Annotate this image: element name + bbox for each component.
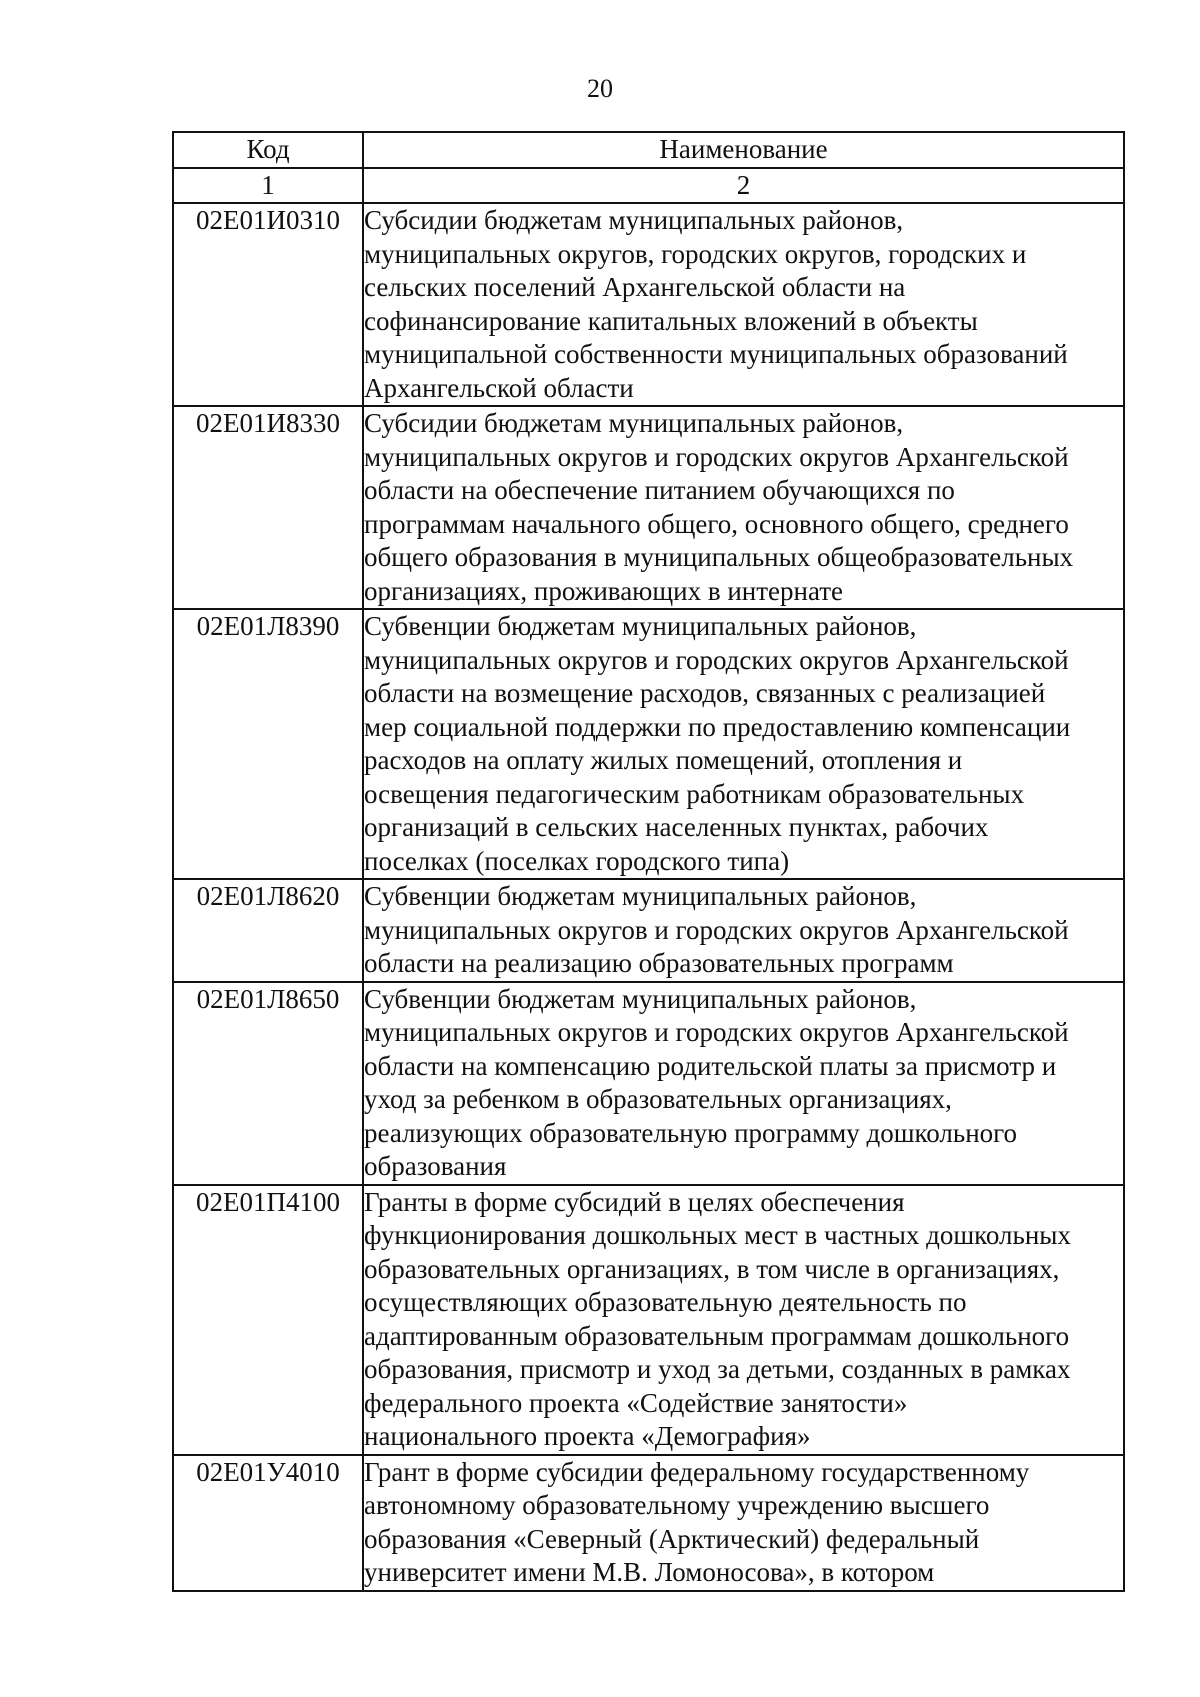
row-name (363, 406, 1124, 609)
row-name-line: программам начального общего, основного общего, среднего (364, 508, 1069, 539)
page-number: 20 (587, 74, 613, 103)
table-row (173, 1455, 1124, 1591)
row-name-line: адаптированным образовательным программам дошкольного (364, 1320, 1070, 1351)
row-name-line: федерального проекта «Содействие занятости» (364, 1387, 908, 1418)
row-code: 02Е01Л8650 (173, 982, 363, 1185)
row-name-line: сельских поселений Архангельской области на (364, 272, 906, 302)
row-name-line: муниципальной собственности муниципальных образований (364, 339, 1068, 369)
row-name-line: муниципальных округов, городских округов, городских и (364, 238, 1027, 269)
row-name-line: университет имени М.В. Ломоносова», в котором (364, 1557, 935, 1587)
row-name-line: Субсидии бюджетам муниципальных районов, (364, 205, 904, 235)
row-name-line: образования «Северный (Арктический) федеральный (364, 1523, 980, 1554)
row-code: 02Е01Л8390 (173, 609, 363, 879)
table-row (173, 879, 1124, 982)
row-name-line: муниципальных округов и городских округов Архангельской (364, 441, 1069, 472)
row-code: 02Е01И8330 (173, 406, 363, 609)
row-name-line: автономному образовательному учреждению высшего (364, 1490, 990, 1520)
table-row (173, 609, 1124, 879)
row-code: 02Е01У4010 (173, 1455, 363, 1591)
row-name-line: области на обеспечение питанием обучающихся по (364, 475, 955, 505)
row-name-line: Субвенции бюджетам муниципальных районов, (364, 983, 917, 1014)
row-name-line: расходов на оплату жилых помещений, отопления и (364, 745, 963, 775)
row-name-line: общего образования в муниципальных общеобразовательных (364, 542, 1074, 572)
table-body (173, 203, 1124, 1591)
row-name-line: осуществляющих образовательную деятельность по (364, 1287, 967, 1317)
row-name-line: уход за ребенком в образовательных организациях, (364, 1084, 952, 1114)
row-name-line: области на возмещение расходов, связанных с реализацией (364, 678, 1046, 708)
row-name-line: софинансирование капитальных вложений в объекты (364, 305, 978, 336)
row-name-line: мер социальной поддержки по предоставлению компенсации (364, 711, 1071, 742)
row-name-line: организациях, проживающих в интернате (364, 575, 844, 606)
header-code: Код (173, 132, 363, 168)
row-name-line: Грант в форме субсидии федеральному государственному (364, 1456, 1030, 1487)
row-name-line: Субвенции бюджетам муниципальных районов, (364, 881, 917, 911)
row-name (363, 1455, 1124, 1591)
row-name-line: реализующих образовательную программу дошкольного (364, 1117, 1018, 1148)
row-name-line: муниципальных округов и городских округов Архангельской (364, 914, 1069, 945)
row-name-line: Субвенции бюджетам муниципальных районов, (364, 611, 917, 641)
table-row (173, 982, 1124, 1185)
table-row (173, 1185, 1124, 1455)
row-name-line: образования, присмотр и уход за детьми, созданных в рамках (364, 1354, 1071, 1384)
row-name-line: Гранты в форме субсидий в целях обеспечения (364, 1186, 905, 1217)
table-row (173, 203, 1124, 406)
row-name-line: организаций в сельских населенных пунктах, рабочих (364, 812, 989, 842)
row-name-line: функционирования дошкольных мест в частных дошкольных (364, 1220, 1071, 1250)
row-code: 02Е01Л8620 (173, 879, 363, 982)
row-name-line: освещения педагогическим работникам образовательных (364, 778, 1025, 809)
row-name-line: национального проекта «Демография» (364, 1421, 811, 1451)
row-name-line: Архангельской области (364, 372, 634, 403)
row-code: 02Е01П4100 (173, 1185, 363, 1455)
column-number-code: 1 (173, 168, 363, 204)
row-code: 02Е01И0310 (173, 203, 363, 406)
row-name-line: муниципальных округов и городских округов Архангельской (364, 644, 1069, 675)
row-name-line: поселках (поселках городского типа) (364, 845, 790, 876)
row-name-line: области на реализацию образовательных программ (364, 948, 954, 978)
row-name (363, 1185, 1124, 1455)
column-number-name: 2 (363, 168, 1124, 204)
header-name: Наименование (363, 132, 1124, 168)
row-name (363, 609, 1124, 879)
table-header-row (173, 132, 1124, 168)
row-name (363, 982, 1124, 1185)
row-name-line: образовательных организациях, в том числе в организациях, (364, 1253, 1060, 1284)
budget-code-table (172, 131, 1125, 1592)
table-row (173, 406, 1124, 609)
column-number-row (173, 168, 1124, 204)
row-name-line: Субсидии бюджетам муниципальных районов, (364, 408, 904, 438)
row-name-line: муниципальных округов и городских округов Архангельской (364, 1017, 1069, 1047)
row-name (363, 879, 1124, 982)
row-name-line: области на компенсацию родительской платы за присмотр и (364, 1050, 1057, 1081)
row-name (363, 203, 1124, 406)
row-name-line: образования (364, 1151, 507, 1181)
